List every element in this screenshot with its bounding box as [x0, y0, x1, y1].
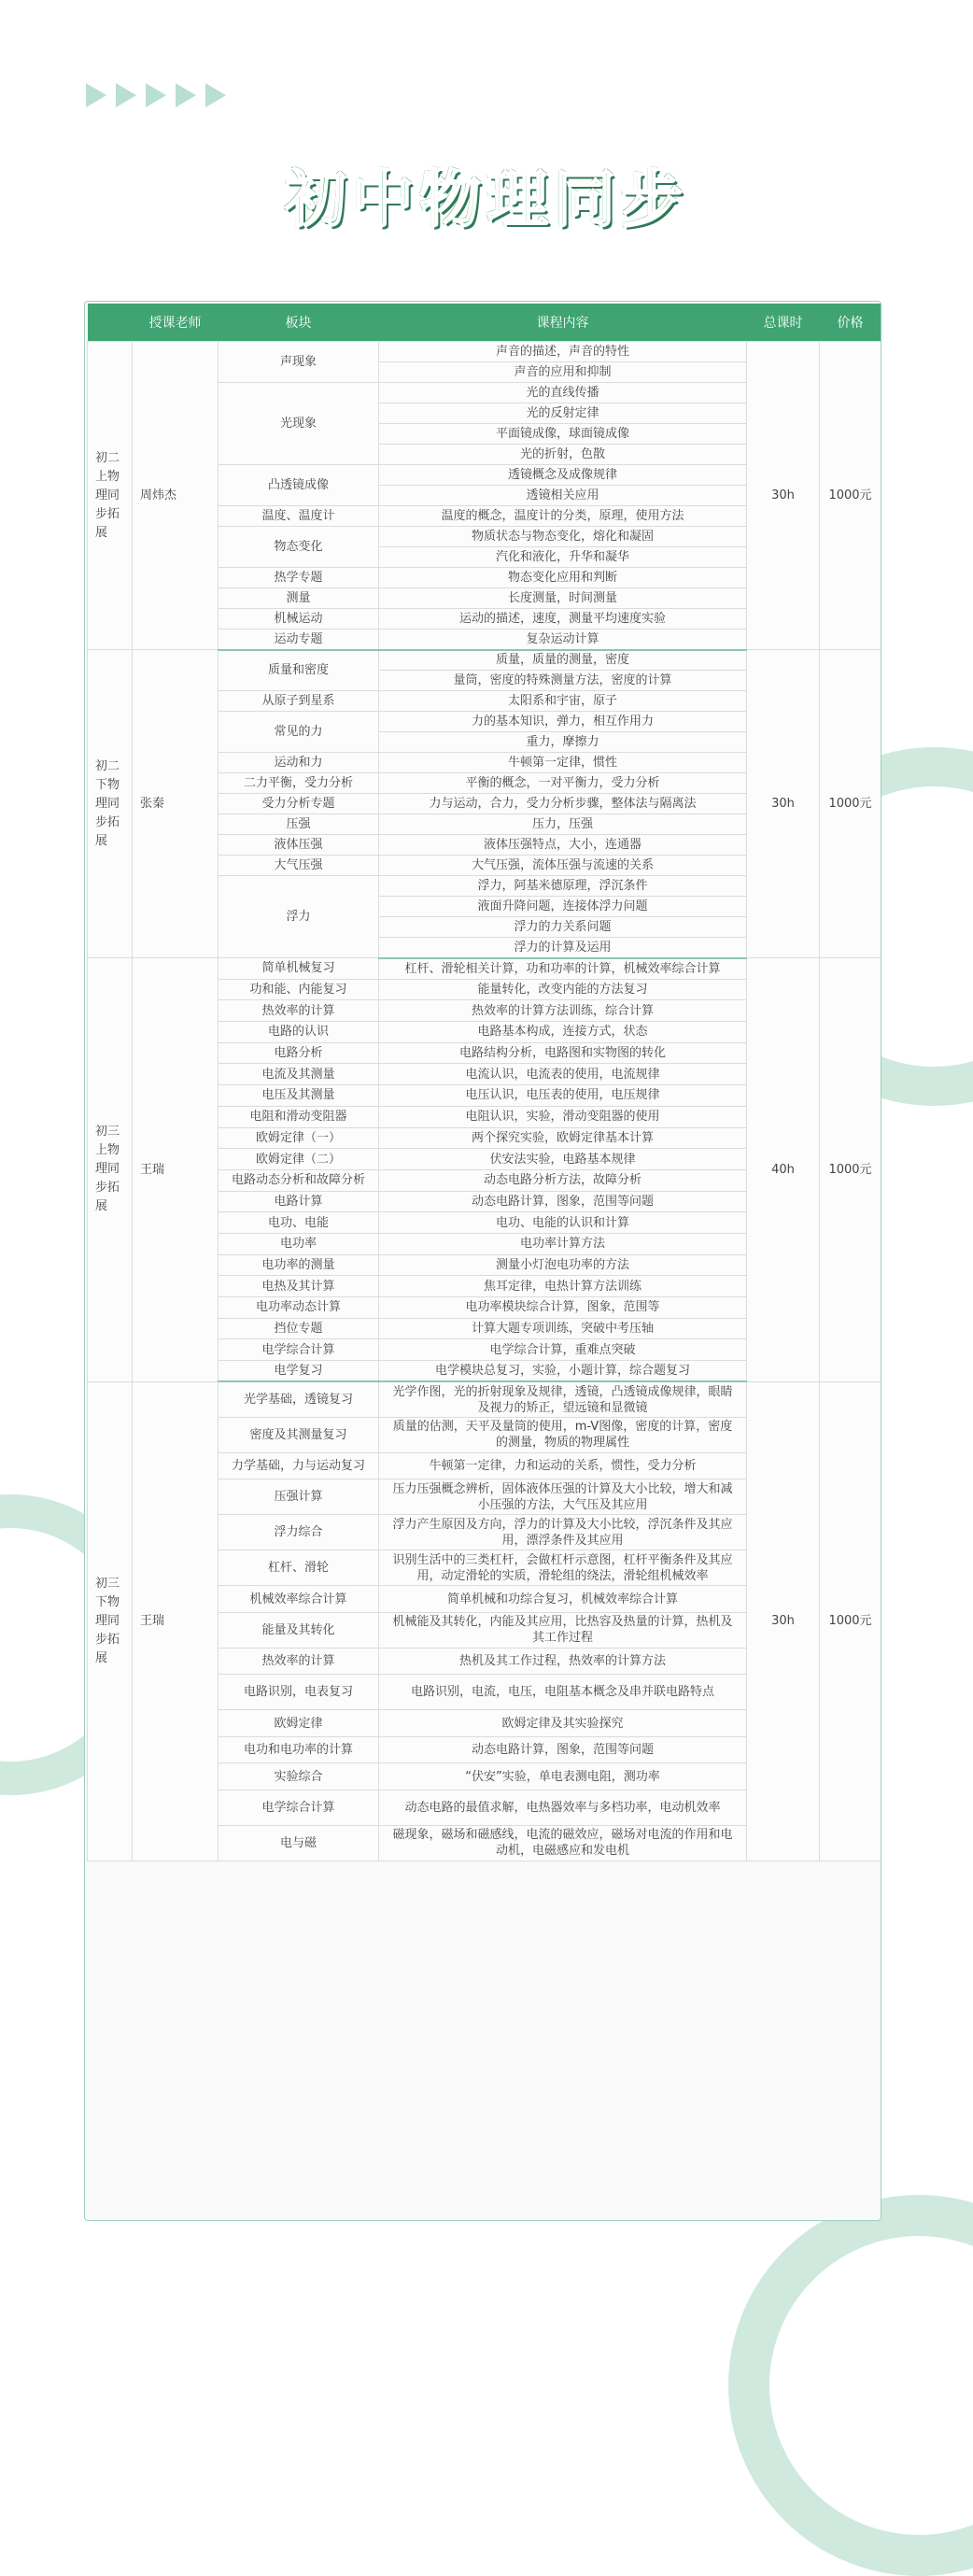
content-cell: 光的直线传播	[379, 383, 747, 403]
content-cell: 热机及其工作过程，热效率的计算方法	[379, 1648, 747, 1675]
module-cell: 电路的认识	[219, 1022, 379, 1043]
arrow-icon	[176, 83, 196, 107]
module-cell: 电学综合计算	[219, 1790, 379, 1825]
table-row	[88, 958, 881, 980]
module-cell: 欧姆定律	[219, 1710, 379, 1737]
module-cell: 密度及其测量复习	[219, 1417, 379, 1452]
hours-cell: 30h	[747, 342, 820, 650]
content-cell: 透镜相关应用	[379, 486, 747, 506]
content-cell: 动态电路的最值求解，电热器效率与多档功率，电动机效率	[379, 1790, 747, 1825]
module-cell: 力学基础，力与运动复习	[219, 1452, 379, 1479]
module-cell: 能量及其转化	[219, 1612, 379, 1648]
table-row	[88, 650, 881, 671]
teacher-cell: 张秦	[133, 650, 219, 958]
module-cell: 电功率动态计算	[219, 1297, 379, 1319]
table-row	[88, 342, 881, 362]
content-cell: 电阻认识，实验，滑动变阻器的使用	[379, 1106, 747, 1127]
content-cell: 电路基本构成，连接方式，状态	[379, 1022, 747, 1043]
content-cell: 液体压强特点，大小，连通器	[379, 835, 747, 856]
content-cell: 复杂运动计算	[379, 630, 747, 650]
content-cell: 大气压强，流体压强与流速的关系	[379, 856, 747, 876]
page-title: 初中物理同步	[285, 163, 688, 235]
content-cell: 声音的应用和抑制	[379, 362, 747, 383]
grade-cell: 初二上物理同步拓展	[88, 342, 133, 650]
module-cell: 压强计算	[219, 1479, 379, 1515]
content-cell: 电流认识，电流表的使用，电流规律	[379, 1064, 747, 1085]
content-cell: 声音的描述，声音的特性	[379, 342, 747, 362]
content-cell: 力与运动，合力，受力分析步骤，整体法与隔离法	[379, 794, 747, 814]
content-cell: 浮力的力关系问题	[379, 917, 747, 938]
content-cell: 浮力的计算及运用	[379, 938, 747, 958]
content-cell: 伏安法实验，电路基本规律	[379, 1149, 747, 1170]
module-cell: 凸透镜成像	[219, 465, 379, 506]
module-cell: 电功、电能	[219, 1212, 379, 1234]
module-cell: 简单机械复习	[219, 958, 379, 980]
module-cell: 物态变化	[219, 527, 379, 568]
content-cell: 简单机械和功综合复习，机械效率综合计算	[379, 1586, 747, 1613]
grade-cell: 初三上物理同步拓展	[88, 958, 133, 1382]
decorative-arrows	[86, 83, 226, 107]
content-cell: 牛顿第一定律，力和运动的关系，惯性，受力分析	[379, 1452, 747, 1479]
price-cell: 1000元	[820, 342, 881, 650]
module-cell: 电流及其测量	[219, 1064, 379, 1085]
module-cell: 常见的力	[219, 712, 379, 753]
content-cell: 磁现象，磁场和磁感线，电流的磁效应，磁场对电流的作用和电动机，电磁感应和发电机	[379, 1825, 747, 1861]
module-cell: 电路识别，电表复习	[219, 1675, 379, 1710]
table-body	[88, 342, 881, 1861]
content-cell: 物态变化应用和判断	[379, 568, 747, 588]
price-cell: 1000元	[820, 958, 881, 1382]
header-teacher: 授课老师	[133, 304, 219, 342]
course-table	[87, 304, 881, 1861]
hours-cell: 30h	[747, 1381, 820, 1861]
module-cell: 大气压强	[219, 856, 379, 876]
module-cell: 声现象	[219, 342, 379, 383]
content-cell: 温度的概念，温度计的分类，原理，使用方法	[379, 506, 747, 527]
content-cell: 太阳系和宇宙，原子	[379, 691, 747, 712]
content-cell: 两个探究实验，欧姆定律基本计算	[379, 1127, 747, 1149]
content-cell: 测量小灯泡电功率的方法	[379, 1254, 747, 1276]
module-cell: 功和能、内能复习	[219, 979, 379, 1000]
module-cell: 压强	[219, 814, 379, 835]
module-cell: 测量	[219, 588, 379, 609]
module-cell: 电路分析	[219, 1042, 379, 1064]
content-cell: 平面镜成像，球面镜成像	[379, 424, 747, 445]
content-cell: 电路识别，电流，电压，电阻基本概念及串并联电路特点	[379, 1675, 747, 1710]
content-cell: 汽化和液化，升华和凝华	[379, 547, 747, 568]
content-cell: 浮力，阿基米德原理，浮沉条件	[379, 876, 747, 897]
content-cell: 力的基本知识，弹力，相互作用力	[379, 712, 747, 732]
content-cell: 机械能及其转化，内能及其应用，比热容及热量的计算，热机及其工作过程	[379, 1612, 747, 1648]
module-cell: 机械运动	[219, 609, 379, 630]
content-cell: 压力，压强	[379, 814, 747, 835]
module-cell: 受力分析专题	[219, 794, 379, 814]
module-cell: 从原子到星系	[219, 691, 379, 712]
arrow-icon	[86, 83, 106, 107]
module-cell: 质量和密度	[219, 650, 379, 691]
module-cell: 电路动态分析和故障分析	[219, 1169, 379, 1191]
content-cell: 电压认识，电压表的使用，电压规律	[379, 1085, 747, 1107]
content-cell: 电路结构分析，电路图和实物图的转化	[379, 1042, 747, 1064]
header-hours: 总课时	[747, 304, 820, 342]
content-cell: 电学模块总复习，实验，小题计算，综合题复习	[379, 1361, 747, 1382]
grade-cell: 初三下物理同步拓展	[88, 1381, 133, 1861]
module-cell: 浮力	[219, 876, 379, 958]
content-cell: 杠杆、滑轮相关计算，功和功率的计算，机械效率综合计算	[379, 958, 747, 980]
content-cell: 动态电路计算，图象，范围等问题	[379, 1191, 747, 1212]
content-cell: 识别生活中的三类杠杆，会做杠杆示意图，杠杆平衡条件及其应用，动定滑轮的实质，滑轮组的绕法，滑轮组机械效率	[379, 1550, 747, 1586]
arrow-icon	[205, 83, 226, 107]
content-cell: 焦耳定律，电热计算方法训练	[379, 1276, 747, 1297]
content-cell: 浮力产生原因及方向，浮力的计算及大小比较，浮沉条件及其应用，漂浮条件及其应用	[379, 1515, 747, 1550]
module-cell: 二力平衡，受力分析	[219, 773, 379, 794]
module-cell: 热效率的计算	[219, 1648, 379, 1675]
content-cell: 电功率模块综合计算，图象，范围等	[379, 1297, 747, 1319]
course-table-card	[84, 301, 881, 2221]
module-cell: 机械效率综合计算	[219, 1586, 379, 1613]
module-cell: 光学基础，透镜复习	[219, 1381, 379, 1417]
content-cell: 牛顿第一定律，惯性	[379, 753, 747, 773]
module-cell: 电阻和滑动变阻器	[219, 1106, 379, 1127]
module-cell: 运动和力	[219, 753, 379, 773]
module-cell: 温度、温度计	[219, 506, 379, 527]
content-cell: 电功率计算方法	[379, 1233, 747, 1254]
header-content: 课程内容	[379, 304, 747, 342]
module-cell: 实验综合	[219, 1763, 379, 1790]
content-cell: 光的反射定律	[379, 403, 747, 424]
module-cell: 电学综合计算	[219, 1339, 379, 1361]
content-cell: 光的折射，色散	[379, 445, 747, 465]
header-grade	[88, 304, 133, 342]
module-cell: 挡位专题	[219, 1318, 379, 1339]
table-header-row	[88, 304, 881, 342]
table-row	[88, 1381, 881, 1417]
module-cell: 液体压强	[219, 835, 379, 856]
content-cell: 运动的描述，速度，测量平均速度实验	[379, 609, 747, 630]
content-cell: 动态电路计算，图象，范围等问题	[379, 1736, 747, 1763]
module-cell: 热效率的计算	[219, 1000, 379, 1022]
hours-cell: 30h	[747, 650, 820, 958]
module-cell: 欧姆定律（一）	[219, 1127, 379, 1149]
module-cell: 电热及其计算	[219, 1276, 379, 1297]
module-cell: 欧姆定律（二）	[219, 1149, 379, 1170]
teacher-cell: 王瑞	[133, 958, 219, 1382]
header-price: 价格	[820, 304, 881, 342]
content-cell: 热效率的计算方法训练，综合计算	[379, 1000, 747, 1022]
content-cell: 透镜概念及成像规律	[379, 465, 747, 486]
content-cell: “伏安”实验，单电表测电阻，测功率	[379, 1763, 747, 1790]
module-cell: 电功和电功率的计算	[219, 1736, 379, 1763]
content-cell: 平衡的概念，一对平衡力，受力分析	[379, 773, 747, 794]
content-cell: 能量转化，改变内能的方法复习	[379, 979, 747, 1000]
decorative-ring-bottom	[728, 2195, 973, 2576]
content-cell: 电功、电能的认识和计算	[379, 1212, 747, 1234]
content-cell: 电学综合计算，重难点突破	[379, 1339, 747, 1361]
grade-cell: 初二下物理同步拓展	[88, 650, 133, 958]
content-cell: 质量，质量的测量，密度	[379, 650, 747, 671]
content-cell: 长度测量，时间测量	[379, 588, 747, 609]
content-cell: 重力，摩擦力	[379, 732, 747, 753]
teacher-cell: 周炜杰	[133, 342, 219, 650]
module-cell: 杠杆、滑轮	[219, 1550, 379, 1586]
content-cell: 计算大题专项训练，突破中考压轴	[379, 1318, 747, 1339]
module-cell: 电路计算	[219, 1191, 379, 1212]
module-cell: 电压及其测量	[219, 1085, 379, 1107]
hours-cell: 40h	[747, 958, 820, 1382]
content-cell: 液面升降问题，连接体浮力问题	[379, 897, 747, 917]
arrow-icon	[116, 83, 136, 107]
arrow-icon	[146, 83, 166, 107]
module-cell: 热学专题	[219, 568, 379, 588]
module-cell: 浮力综合	[219, 1515, 379, 1550]
content-cell: 动态电路分析方法，故障分析	[379, 1169, 747, 1191]
module-cell: 光现象	[219, 383, 379, 465]
content-cell: 压力压强概念辨析，固体液体压强的计算及大小比较，增大和减小压强的方法，大气压及其应用	[379, 1479, 747, 1515]
module-cell: 电功率的测量	[219, 1254, 379, 1276]
content-cell: 质量的估测，天平及量筒的使用，m-V图像，密度的计算，密度的测量，物质的物理属性	[379, 1417, 747, 1452]
content-cell: 光学作图，光的折射现象及规律，透镜，凸透镜成像规律，眼睛及视力的矫正，望远镜和显微镜	[379, 1381, 747, 1417]
price-cell: 1000元	[820, 650, 881, 958]
content-cell: 物质状态与物态变化，熔化和凝固	[379, 527, 747, 547]
module-cell: 运动专题	[219, 630, 379, 650]
price-cell: 1000元	[820, 1381, 881, 1861]
module-cell: 电功率	[219, 1233, 379, 1254]
header-module: 板块	[219, 304, 379, 342]
module-cell: 电与磁	[219, 1825, 379, 1861]
module-cell: 电学复习	[219, 1361, 379, 1382]
content-cell: 量筒，密度的特殊测量方法，密度的计算	[379, 671, 747, 691]
content-cell: 欧姆定律及其实验探究	[379, 1710, 747, 1737]
teacher-cell: 王瑞	[133, 1381, 219, 1861]
